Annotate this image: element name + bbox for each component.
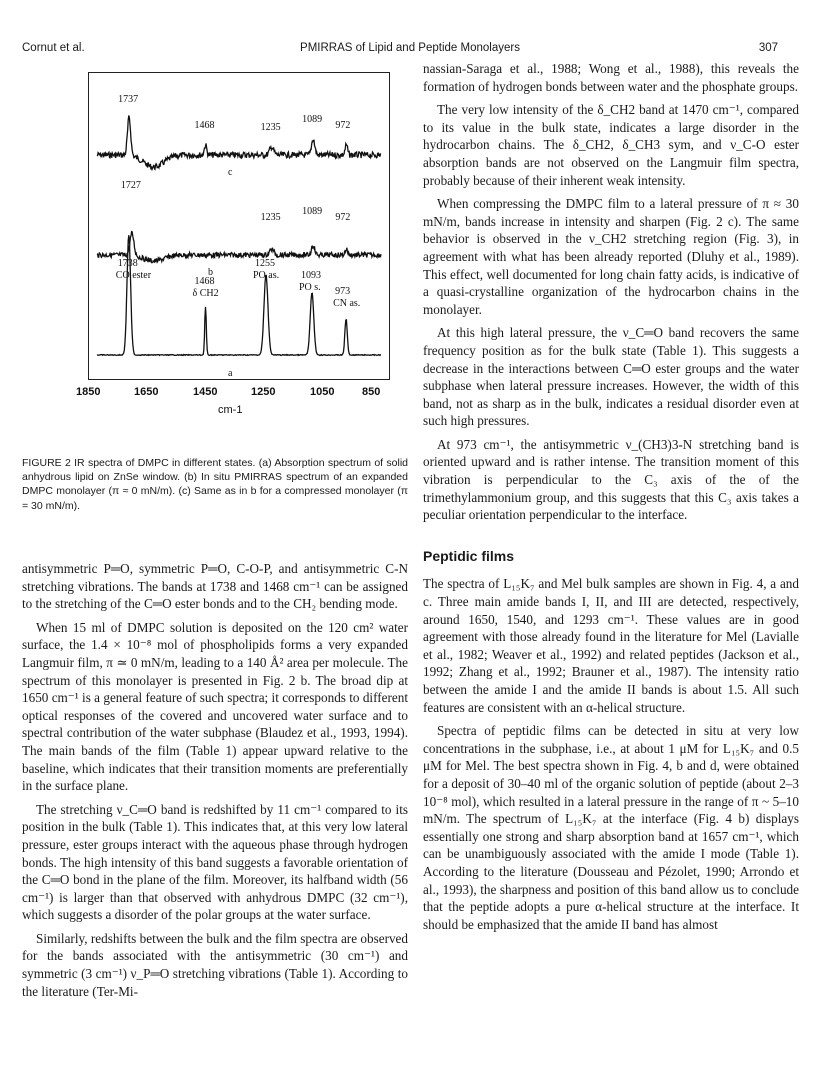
right-column: [423, 60, 799, 939]
peak-assignment: PO as.: [252, 270, 280, 281]
x-axis-unit: cm-1: [218, 404, 243, 416]
peak-assignment: CO ester: [115, 270, 152, 281]
peak-label: 1468: [194, 120, 215, 131]
peak-assignment: PO s.: [298, 282, 321, 293]
peak-label: 972: [335, 120, 351, 131]
paragraph: At 973 cm⁻¹, the antisymmetric ν_(CH3)3-N stretching band is oriented upward and is rather intense. The transition moment of this vibration is perpendicular to the C₃ axis of the of the trimethylammonium group, and this suggests that this C₃ axis takes a peculiar orientation perpendicular to the interface.: [423, 436, 799, 523]
paragraph: Spectra of peptidic films can be detected in situ at very low concentrations in the subphase, i.e., at about 1 μM for L₁₅K₇ and 0.5 μM for Mel. The best spectra shown in Fig. 4, b and d, were obtained for a deposit of 30–40 ml of the organic solution of peptide (about 2–3 10⁻⁸ mol), which resulted in a lateral pressure in the range of π ~ 5–10 mN/m. The spectrum of L₁₅K₇ at the interface (Fig. 4 b) displays essentially one strong and sharp absorption band at 1657 cm⁻¹, which can be unambiguously associated with the amide I mode (Table 1). According to the literature (Dousseau and Pézolet, 1990; Arrondo et al., 1993), the sharpness and position of this band allow us to conclude that the peptide adopts a pure α-helical structure at the interface. It should be emphasized that the amide II band has almost: [423, 723, 799, 932]
paragraph: The spectra of L₁₅K₇ and Mel bulk samples are shown in Fig. 4, a and c. Three main amide bands I, II, and III are detected, respectively, around 1650, 1540, and 1293 cm⁻¹. These values are in good agreement with those already found in the literature for Mel (Lavialle et al., 1982; Weaver et al., 1992) and related peptides (Jackson et al., 1992; Zhang et al., 1992; Brauner et al., 1987). The intensity ratio between the amide I and the amide II bands is about 1.5. All such features are consistent with an α-helical structure.: [423, 576, 799, 715]
spectrum-letter-b: b: [208, 267, 213, 278]
peak-label: 1093: [300, 270, 321, 281]
spectrum-letter-c: c: [228, 167, 233, 178]
paragraph: Similarly, redshifts between the bulk and the film spectra are observed for the bands associated with the antisymmetric (30 cm⁻¹) and symmetric (3 cm⁻¹) ν_P═O stretching vibrations (Table 1). According to the literature (Ter-Mi-: [22, 930, 408, 999]
figure-2: [76, 72, 390, 438]
x-tick-1450: 1450: [193, 386, 218, 398]
paragraph: At this high lateral pressure, the ν_C═O band recovers the same frequency position as for the bulk state (Table 1). This suggests a decrease in the interactions between C═O ester groups and the water subphase when lateral pressure increases. However, the width of this band, not as sharp as in the bulk, indicates a residual disorder even at such high pressures.: [423, 325, 799, 429]
x-tick-850: 850: [362, 386, 381, 398]
paragraph: When 15 ml of DMPC solution is deposited on the 120 cm² water surface, the 1.4 × 10⁻⁸ mol of phospholipids forms a very expanded Langmuir film, π ≃ 0 mN/m, leading to a 140 Å² area per molecule. The spectrum of this monolayer is presented in Fig. 2 b. The broad dip at 1650 cm⁻¹ is a general feature of such spectra; it corresponds to different optical responses of the covered and uncovered water surface and to spectral contribution of the water subphase (Blaudez et al., 1993, 1994). The main bands of the film (Table 1) appear upward relative to the baseline, which indicates that their transition moments are preferentially in the surface plane.: [22, 619, 408, 794]
spectrum-b: [97, 232, 381, 263]
peak-label: 1089: [302, 206, 323, 217]
x-tick-1050: 1050: [310, 386, 335, 398]
peak-label: 1089: [302, 114, 323, 125]
running-head-title: PMIRRAS of Lipid and Peptide Monolayers: [300, 42, 520, 54]
x-tick-1850: 1850: [76, 386, 101, 398]
figure-frame: [88, 72, 390, 380]
peak-label: 1468: [194, 276, 215, 287]
peak-label: 1738: [117, 258, 138, 269]
paragraph: The stretching ν_C═O band is redshifted by 11 cm⁻¹ compared to its position in the bulk (Table 1). This indicates that, at this very low lateral pressure, ester groups interact with the aqueous phase through hydrogen bonds. The high intensity of this band suggests a favorable orientation of the C═O bond in the plane of the film. Moreover, its halfband width (56 cm⁻¹) is larger than that observed with anhydrous DMPC (32 cm⁻¹), which suggests a disorder of the polar groups at the water surface.: [22, 801, 408, 923]
peak-assignment: δ CH2: [192, 288, 219, 299]
spectra-plot: [89, 73, 389, 379]
page-number: 307: [758, 42, 778, 54]
peak-label: 972: [335, 212, 351, 223]
running-head-authors: Cornut et al.: [22, 42, 85, 54]
figure-caption: FIGURE 2 IR spectra of DMPC in different states. (a) Absorption spectrum of solid anhydrous lipid on ZnSe window. (b) In situ PMIRRAS spectrum of an expanded DMPC monolayer (π ≈ 0 mN/m). (c) Same as in b for a compressed monolayer (π = 30 mN/m).: [22, 457, 408, 512]
peak-label: 1235: [260, 122, 281, 133]
peak-label: 973: [335, 286, 351, 297]
x-tick-1250: 1250: [251, 386, 276, 398]
peak-label: 1727: [120, 180, 141, 191]
section-heading: Peptidic films: [423, 547, 515, 564]
peak-label: 1255: [254, 258, 275, 269]
peak-label: 1235: [260, 212, 281, 223]
spectrum-letter-a: a: [228, 368, 233, 379]
x-tick-1650: 1650: [134, 386, 159, 398]
paragraph: nassian-Saraga et al., 1988; Wong et al., 1988), this reveals the formation of hydrogen bonds between water and the phosphate groups.: [423, 61, 799, 94]
paragraph: When compressing the DMPC film to a lateral pressure of π ≈ 30 mN/m, bands increase in intensity and sharpen (Fig. 2 c). The same behavior is observed in the ν_CH2 stretching region (Fig. 3), in agreement with what has been already reported (Dluhy et al., 1989). This effect, well documented for long chain fatty acids, is indicative of a quasi-crystalline organization of the hydrocarbon chains in the monolayer.: [423, 196, 799, 317]
paragraph: antisymmetric P═O, symmetric P═O, C-O-P, and antisymmetric C-N stretching vibrations. The bands at 1738 and 1468 cm⁻¹ can be assigned to the stretching of the C═O ester bonds and to the CH₂ bending mode.: [22, 561, 408, 612]
peak-label: 1737: [118, 94, 139, 105]
peak-assignment: CN as.: [333, 298, 361, 309]
paragraph: The very low intensity of the δ_CH2 band at 1470 cm⁻¹, compared to its value in the bulk state, indicates a large disorder in the hydrocarbon chains. The δ_CH2, δ_CH3 sym, and ν_C-O ester absorption bands are not observed on the Langmuir film spectra, probably because of their inherent weak intensity.: [423, 102, 799, 188]
left-column: [22, 560, 408, 1006]
